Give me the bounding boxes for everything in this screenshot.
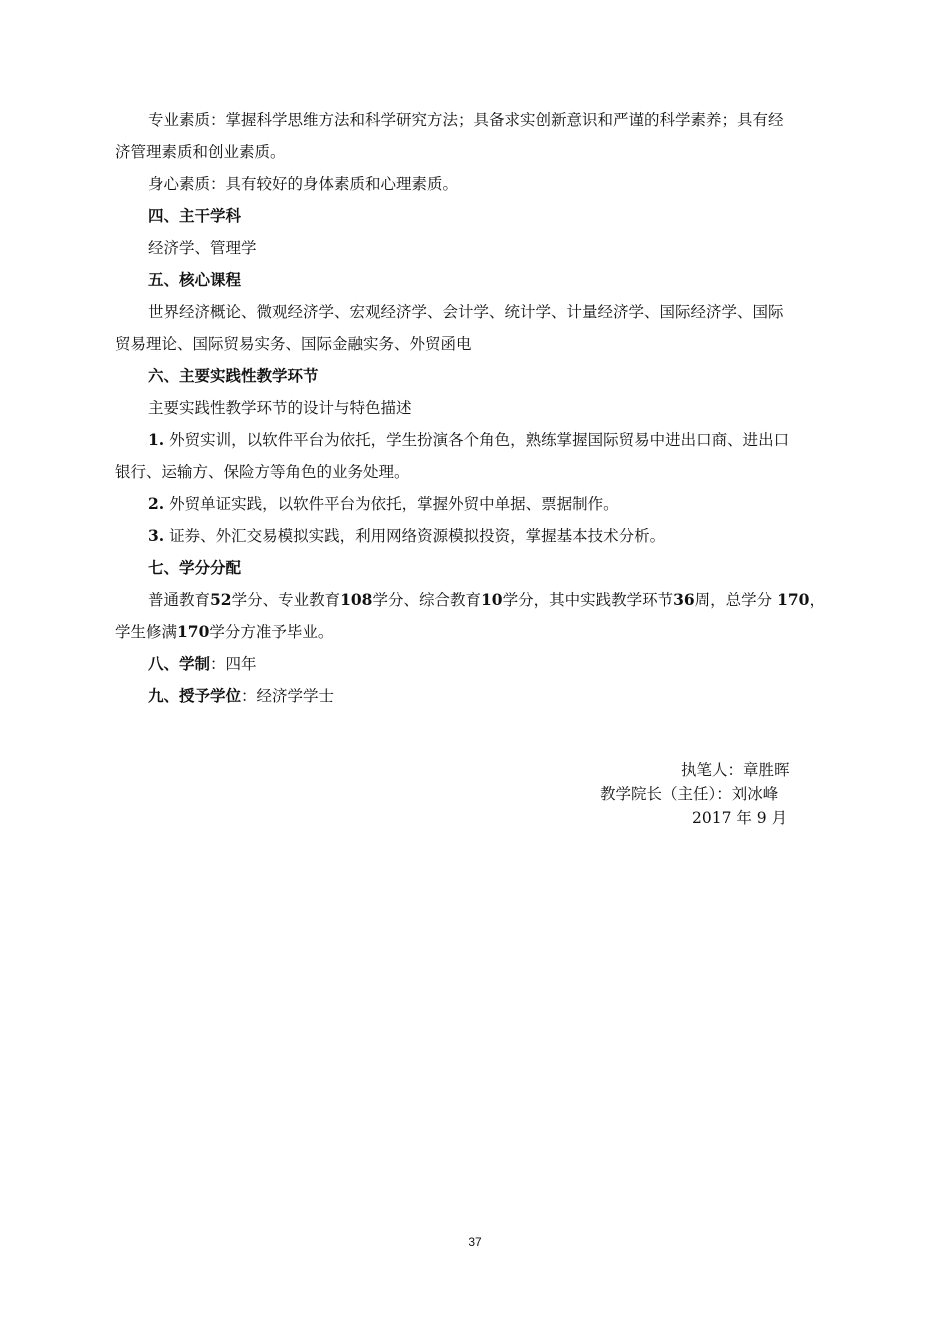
section-value: ：四年: [210, 655, 257, 673]
credits-number: 10: [480, 590, 503, 609]
signature-author: 执笔人：章胜晖: [681, 761, 790, 779]
credits-text: 学分方准予毕业。: [209, 623, 334, 641]
credits-text: 学分、专业教育: [231, 591, 341, 609]
signature-dean: 教学院长（主任）：刘冰峰: [600, 785, 779, 803]
page-number: 37: [468, 1235, 482, 1249]
section-value: ：经济学学士: [241, 687, 335, 705]
credits-text: ，: [809, 591, 825, 609]
section-duration: [148, 654, 845, 674]
section-label: 九、授予学位: [148, 686, 242, 705]
paragraph-courses: 世界经济概论、微观经济学、宏观经济学、会计学、统计学、计量经济学、国际经济学、国际: [148, 303, 784, 321]
paragraph-continuation: 银行、运输方、保险方等角色的业务处理。: [115, 463, 410, 481]
list-number: 3.: [148, 526, 165, 545]
section-heading-core-courses: 五、核心课程: [148, 270, 242, 289]
list-number: 1.: [148, 430, 165, 449]
list-text: 证券、外汇交易模拟实践，利用网络资源模拟投资，掌握基本技术分析。: [164, 527, 666, 545]
credits-text: 周，总学分: [694, 591, 778, 609]
list-text: 外贸实训，以软件平台为依托，学生扮演各个角色，熟练掌握国际贸易中进出口商、进出口: [164, 431, 790, 449]
list-item-1: [148, 430, 845, 450]
section-heading-main-disciplines: 四、主干学科: [148, 206, 242, 225]
paragraph-physical-mental-quality: 身心素质：具有较好的身体素质和心理素质。: [148, 175, 459, 193]
credits-number: 170: [777, 590, 810, 609]
section-heading-credits: 七、学分分配: [148, 558, 242, 577]
paragraph-continuation: 贸易理论、国际贸易实务、国际金融实务、外贸函电: [115, 335, 472, 353]
credits-text: 普通教育: [148, 591, 211, 609]
list-item-3: [148, 526, 845, 546]
list-item-2: [148, 494, 845, 514]
signature-date: 2017 年 9 月: [692, 809, 788, 827]
paragraph-continuation: 济管理素质和创业素质。: [115, 143, 286, 161]
list-text: 外贸单证实践，以软件平台为依托，掌握外贸中单据、票据制作。: [164, 495, 619, 513]
paragraph-credits-continuation: [115, 622, 845, 642]
credits-number: 36: [673, 590, 695, 609]
section-label: 八、学制: [148, 654, 211, 673]
paragraph-disciplines: 经济学、管理学: [148, 239, 257, 257]
credits-number: 52: [210, 590, 232, 609]
paragraph-practice-intro: 主要实践性教学环节的设计与特色描述: [148, 399, 412, 417]
section-degree: [148, 686, 845, 706]
paragraph-professional-quality: 专业素质：掌握科学思维方法和科学研究方法；具备求实创新意识和严谨的科学素养；具有经: [148, 111, 784, 129]
credits-number: 108: [340, 590, 373, 609]
list-number: 2.: [148, 494, 165, 513]
paragraph-credits: [148, 590, 845, 610]
credits-text: 学生修满: [115, 623, 178, 641]
credits-number: 170: [177, 622, 210, 641]
section-heading-practice: 六、主要实践性教学环节: [148, 366, 319, 385]
credits-text: 学分、综合教育: [372, 591, 481, 609]
credits-text: 学分，其中实践教学环节: [502, 591, 674, 609]
